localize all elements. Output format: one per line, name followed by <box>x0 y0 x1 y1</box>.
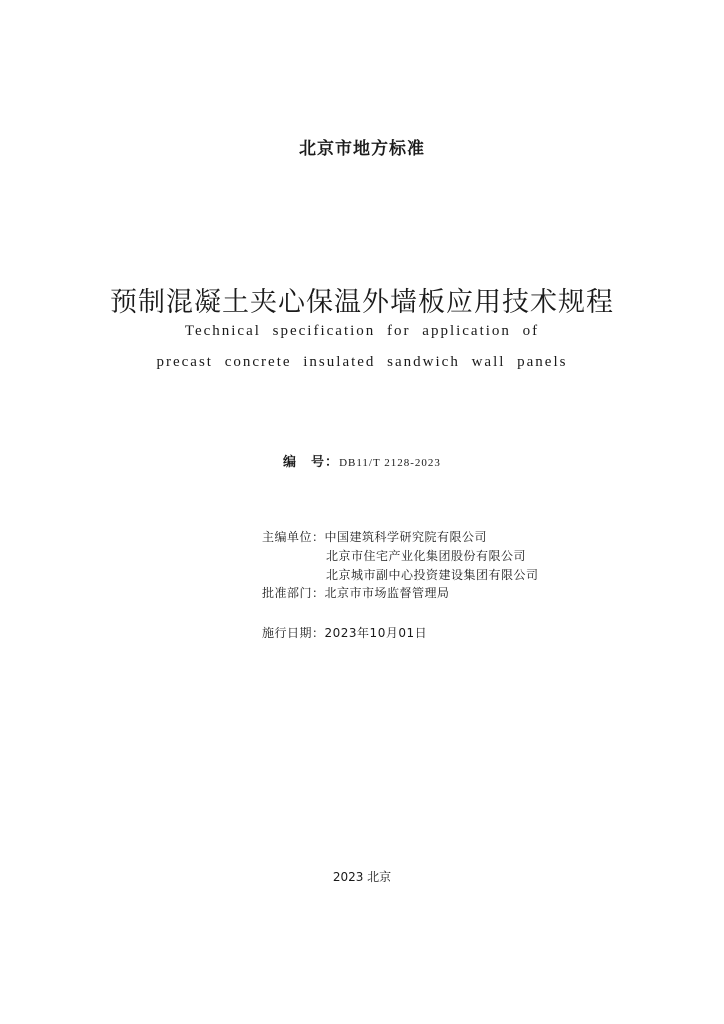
standard-code-value: DB11/T 2128-2023 <box>339 457 441 469</box>
chief-editor-label: 主编单位： <box>262 530 325 544</box>
standard-type-heading: 北京市地方标准 <box>299 139 425 159</box>
approval-department-value: 北京市市场监督管理局 <box>324 586 450 600</box>
standard-code-label: 编 号： <box>283 455 340 470</box>
chief-editor-unit: 北京城市副中心投资建设集团有限公司 <box>326 568 539 582</box>
document-title-cn: 预制混凝土夹心保温外墙板应用技术规程 <box>110 287 614 318</box>
effective-date-label: 施行日期： <box>262 626 325 640</box>
chief-editor-unit: 北京市住宅产业化集团股份有限公司 <box>326 549 527 563</box>
chief-editor-unit-row <box>326 565 539 585</box>
effective-date-value: 2023年10月01日 <box>324 626 428 640</box>
chief-editor-unit-row <box>326 546 526 566</box>
standard-code-row <box>0 451 724 470</box>
footer-year-place: 2023 北京 <box>332 870 392 884</box>
chief-editor-row <box>262 527 487 547</box>
approval-department-label: 批准部门： <box>262 586 325 600</box>
chief-editor-unit: 中国建筑科学研究院有限公司 <box>324 530 488 544</box>
approval-department-row <box>262 583 450 603</box>
effective-date-row <box>262 623 427 643</box>
document-title-en-line2: precast concrete insulated sandwich wall panels <box>156 354 568 370</box>
document-title-en-line1: Technical specification for application of <box>184 323 540 339</box>
